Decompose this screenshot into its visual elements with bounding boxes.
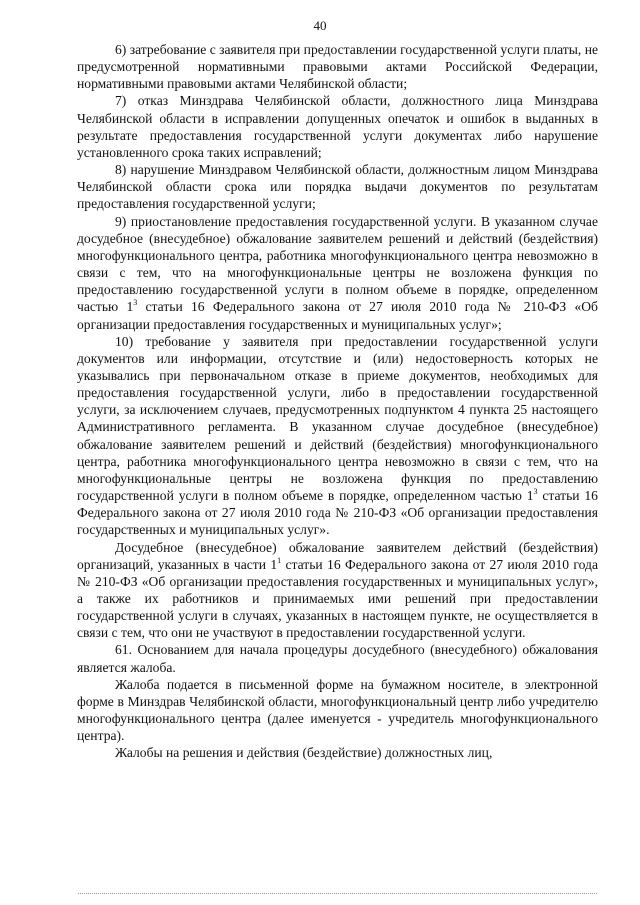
paragraph-pretrial-appeal-text-continued: статьи 16 Федерального закона от 27 июля 2010 года № 210-ФЗ «Об организации предоставления государственных и муниципальных услуг», а также их работников и принимаемых ими решений при предоставлении государственной услуги в случаях, указанных в настоящем пункте, не осуществляется в связи с тем, что они не участвуют в предоставлении государственной услуги. <box>77 556 598 641</box>
bottom-scan-rule <box>78 893 597 894</box>
paragraph-item-9-text-continued: статьи 16 Федерального закона от 27 июля 2010 года № 210-ФЗ «Об организации предоставления государственных и муниципальных услуг»; <box>77 299 598 332</box>
document-body <box>77 41 598 762</box>
paragraph-item-7: 7) отказ Минздрава Челябинской области, должностного лица Минздрава Челябинской области в исправлении допущенных опечаток и ошибок в выданных в результате предоставления государственной услуги документах либо нарушение установленного срока таких исправлений; <box>77 93 598 160</box>
paragraph-complaint-decisions: Жалобы на решения и действия (бездействие) должностных лиц, <box>115 745 493 761</box>
paragraph-item-8: 8) нарушение Минздравом Челябинской области, должностным лицом Минздрава Челябинской области срока или порядка выдачи документов по результатам предоставления государственной услуги; <box>77 162 598 212</box>
paragraph-item-9 <box>77 213 598 333</box>
paragraph-item-10-text: 10) требование у заявителя при предоставлении государственной услуги документов или информации, отсутствие и (или) недостоверность которых не указывались при первоначальном отказе в приеме документов, необходимых для предоставления государственной услуги, либо в предоставлении государственной услуги, за исключением случаев, предусмотренных подпунктом 4 пункта 25 настоящего Административного регламента. В указанном случае досудебное (внесудебное) обжалование заявителем решений и действий (бездействия) многофункционального центра, работника многофункционального центра невозможно в связи с тем, что на многофункциональные центры не возложена функция по предоставлению государственной услуги в полном объеме в порядке, определенном частью 1 <box>77 333 598 504</box>
paragraph-point-61: 61. Основанием для начала процедуры досудебного (внесудебного) обжалования является жалоба. <box>77 642 598 675</box>
paragraph-item-9-text: 9) приостановление предоставления государственной услуги. В указанном случае досудебное (внесудебное) обжалование заявителем решений и действий (бездействия) многофункционального центра, работника многофункционального центра невозможно в связи с тем, что на многофункциональные центры не возложена функция по предоставлению государственной услуги в полном объеме в порядке, определенном частью 1 <box>77 213 598 315</box>
paragraph-pretrial-appeal <box>77 539 598 642</box>
paragraph-complaint-form: Жалоба подается в письменной форме на бумажном носителе, в электронной форме в Минздрав Челябинской области, многофункциональный центр либо учредителю многофункционального центра (далее именуется - учредитель многофункционального центра). <box>77 676 598 744</box>
paragraph-item-10 <box>77 333 598 539</box>
superscript-part-number: 1 <box>277 555 282 565</box>
paragraph-item-10-text-continued: статьи 16 Федерального закона от 27 июля 2010 года № 210-ФЗ «Об организации предоставления государственных и муниципальных услуг». <box>77 488 598 538</box>
paragraph-item-6: 6) затребование с заявителя при предоставлении государственной услуги платы, не предусмотренной нормативными правовыми актами Российской Федерации, нормативными правовыми актами Челябинской области; <box>77 42 598 92</box>
page-number: 40 <box>313 18 327 33</box>
paragraph-pretrial-appeal-text: Досудебное (внесудебное) обжалование заявителем действий (бездействия) организаций, указанных в части 1 <box>77 539 598 572</box>
superscript-part-number: 3 <box>133 298 138 308</box>
superscript-part-number: 3 <box>533 487 538 497</box>
